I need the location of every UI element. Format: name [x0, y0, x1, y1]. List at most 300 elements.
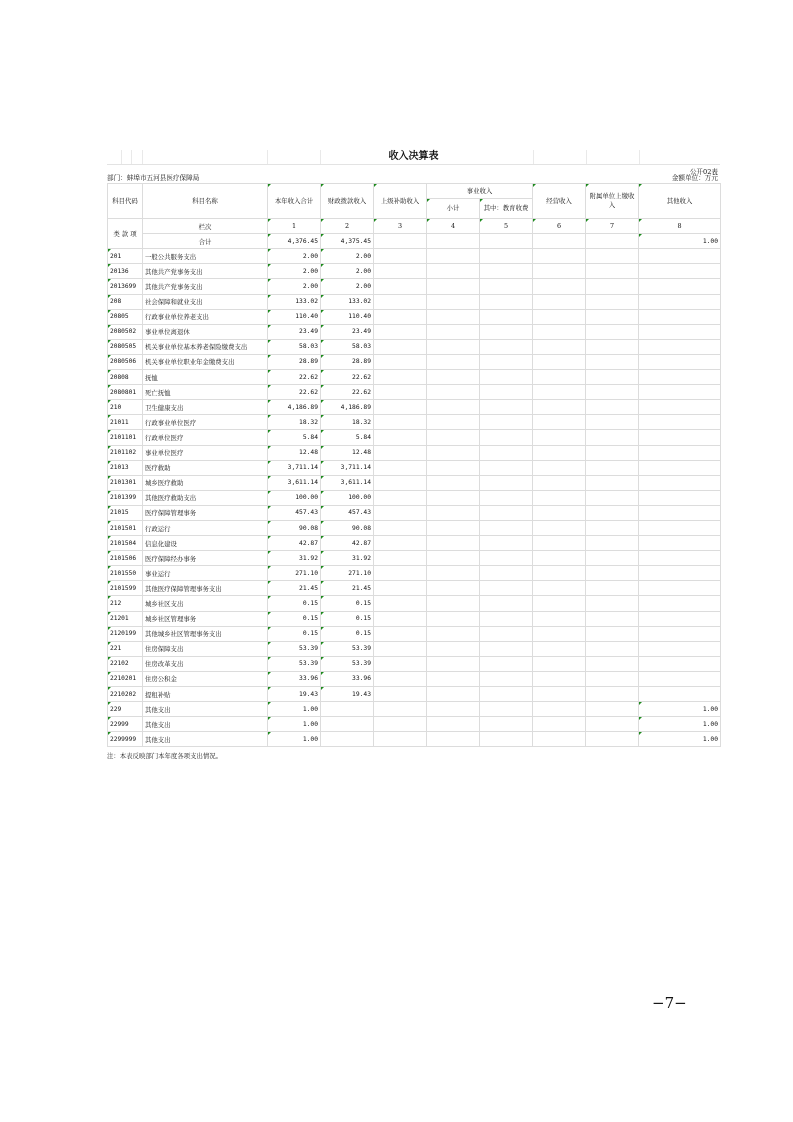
row-business-subtotal [427, 400, 480, 415]
row-name: 行政运行 [143, 520, 268, 535]
row-affiliated [586, 294, 639, 309]
row-name: 其他支出 [143, 732, 268, 747]
table-row [108, 702, 721, 717]
row-operating [533, 490, 586, 505]
row-fiscal: 28.89 [321, 354, 374, 369]
row-name: 一般公共服务支出 [143, 249, 268, 264]
row-superior [374, 279, 427, 294]
row-affiliated [586, 611, 639, 626]
row-total: 133.02 [268, 294, 321, 309]
row-business-subtotal [427, 385, 480, 400]
row-affiliated [586, 505, 639, 520]
row-superior [374, 264, 427, 279]
row-other [639, 641, 721, 656]
row-business-subtotal [427, 626, 480, 641]
row-superior [374, 581, 427, 596]
row-total: 22.62 [268, 370, 321, 385]
row-education [480, 460, 533, 475]
row-name: 机关事业单位基本养老保险缴费支出 [143, 339, 268, 354]
row-business-subtotal [427, 566, 480, 581]
row-affiliated [586, 641, 639, 656]
row-operating [533, 687, 586, 702]
header-subtotal: 小计 [427, 199, 480, 219]
row-education [480, 354, 533, 369]
row-operating [533, 460, 586, 475]
table-row [108, 309, 721, 324]
row-code: 20136 [108, 264, 143, 279]
row-name: 机关事业单位职业年金缴费支出 [143, 354, 268, 369]
table-row [108, 415, 721, 430]
row-name: 卫生健康支出 [143, 400, 268, 415]
row-total: 12.48 [268, 445, 321, 460]
row-total: 100.00 [268, 490, 321, 505]
row-name: 其他支出 [143, 702, 268, 717]
row-name: 城乡社区支出 [143, 596, 268, 611]
table-row [108, 505, 721, 520]
header-lei-kuan-xiang: 类 款 项 [108, 219, 143, 249]
row-other [639, 520, 721, 535]
row-name: 城乡医疗救助 [143, 475, 268, 490]
row-other [639, 249, 721, 264]
row-code: 2101102 [108, 445, 143, 460]
row-fiscal: 2.00 [321, 264, 374, 279]
header-code: 科目代码 [108, 184, 143, 219]
row-fiscal: 3,611.14 [321, 475, 374, 490]
row-education [480, 490, 533, 505]
row-name: 事业运行 [143, 566, 268, 581]
row-affiliated [586, 671, 639, 686]
row-superior [374, 370, 427, 385]
row-operating [533, 717, 586, 732]
row-superior [374, 430, 427, 445]
row-code: 2120199 [108, 626, 143, 641]
row-name: 医疗保障管理事务 [143, 505, 268, 520]
row-business-subtotal [427, 354, 480, 369]
row-education [480, 596, 533, 611]
row-total: 1.00 [268, 732, 321, 747]
row-business-subtotal [427, 430, 480, 445]
row-total: 53.39 [268, 656, 321, 671]
row-education [480, 717, 533, 732]
row-affiliated [586, 687, 639, 702]
row-fiscal: 42.87 [321, 536, 374, 551]
row-total: 90.08 [268, 520, 321, 535]
row-operating [533, 324, 586, 339]
table-row [108, 324, 721, 339]
col-no-2: 2 [321, 219, 374, 234]
table-row [108, 717, 721, 732]
table-row [108, 400, 721, 415]
row-name: 其他支出 [143, 717, 268, 732]
row-code: 2080801 [108, 385, 143, 400]
row-business-subtotal [427, 611, 480, 626]
table-row [108, 641, 721, 656]
row-name: 其他医疗救助支出 [143, 490, 268, 505]
row-total: 5.84 [268, 430, 321, 445]
row-fiscal [321, 702, 374, 717]
table-row [108, 385, 721, 400]
row-name: 死亡抚恤 [143, 385, 268, 400]
row-fiscal: 0.15 [321, 611, 374, 626]
row-code: 2080505 [108, 339, 143, 354]
row-other [639, 656, 721, 671]
row-operating [533, 249, 586, 264]
row-fiscal: 100.00 [321, 490, 374, 505]
row-code: 2080506 [108, 354, 143, 369]
row-business-subtotal [427, 732, 480, 747]
row-other [639, 445, 721, 460]
row-code: 221 [108, 641, 143, 656]
row-name: 其他城乡社区管理事务支出 [143, 626, 268, 641]
row-affiliated [586, 279, 639, 294]
sum-fiscal: 4,375.45 [321, 234, 374, 249]
row-other [639, 430, 721, 445]
row-business-subtotal [427, 490, 480, 505]
row-name: 抚恤 [143, 370, 268, 385]
row-education [480, 641, 533, 656]
col-no-5: 5 [480, 219, 533, 234]
row-education [480, 264, 533, 279]
row-total: 18.32 [268, 415, 321, 430]
row-operating [533, 581, 586, 596]
row-other [639, 385, 721, 400]
row-business-subtotal [427, 702, 480, 717]
row-other [639, 370, 721, 385]
row-code: 212 [108, 596, 143, 611]
row-superior [374, 611, 427, 626]
row-name: 医疗救助 [143, 460, 268, 475]
table-row [108, 626, 721, 641]
row-other [639, 505, 721, 520]
table-row [108, 581, 721, 596]
row-total: 0.15 [268, 611, 321, 626]
row-superior [374, 445, 427, 460]
row-other [639, 490, 721, 505]
row-education [480, 626, 533, 641]
row-total: 1.00 [268, 717, 321, 732]
header-total: 本年收入合计 [268, 184, 321, 219]
row-affiliated [586, 264, 639, 279]
row-education [480, 732, 533, 747]
table-row [108, 475, 721, 490]
row-business-subtotal [427, 279, 480, 294]
table-title-row [107, 150, 720, 165]
table-meta [107, 165, 720, 183]
row-total: 19.43 [268, 687, 321, 702]
row-affiliated [586, 445, 639, 460]
row-fiscal: 33.96 [321, 671, 374, 686]
header-fiscal: 财政拨款收入 [321, 184, 374, 219]
row-business-subtotal [427, 339, 480, 354]
row-operating [533, 475, 586, 490]
row-affiliated [586, 460, 639, 475]
row-fiscal: 90.08 [321, 520, 374, 535]
table-body [108, 249, 721, 747]
row-fiscal: 133.02 [321, 294, 374, 309]
row-other [639, 566, 721, 581]
row-operating [533, 385, 586, 400]
row-affiliated [586, 400, 639, 415]
row-affiliated [586, 520, 639, 535]
row-superior [374, 339, 427, 354]
row-operating [533, 354, 586, 369]
row-education [480, 339, 533, 354]
table-row [108, 520, 721, 535]
row-code: 22102 [108, 656, 143, 671]
row-superior [374, 596, 427, 611]
table-row [108, 732, 721, 747]
row-fiscal [321, 717, 374, 732]
row-affiliated [586, 626, 639, 641]
row-affiliated [586, 656, 639, 671]
row-name: 住房改革支出 [143, 656, 268, 671]
row-fiscal: 457.43 [321, 505, 374, 520]
row-education [480, 475, 533, 490]
row-fiscal: 53.39 [321, 641, 374, 656]
col-no-1: 1 [268, 219, 321, 234]
row-other [639, 551, 721, 566]
row-code: 2299999 [108, 732, 143, 747]
table-row [108, 460, 721, 475]
row-business-subtotal [427, 249, 480, 264]
row-fiscal: 21.45 [321, 581, 374, 596]
col-no-7: 7 [586, 219, 639, 234]
row-operating [533, 626, 586, 641]
header-operating: 经营收入 [533, 184, 586, 219]
row-operating [533, 279, 586, 294]
row-total: 2.00 [268, 249, 321, 264]
row-total: 3,611.14 [268, 475, 321, 490]
header-column-no: 栏次 [143, 219, 268, 234]
row-total: 2.00 [268, 264, 321, 279]
row-superior [374, 415, 427, 430]
row-code: 2101599 [108, 581, 143, 596]
row-code: 210 [108, 400, 143, 415]
row-fiscal: 110.40 [321, 309, 374, 324]
row-superior [374, 385, 427, 400]
row-name: 提租补贴 [143, 687, 268, 702]
row-total: 42.87 [268, 536, 321, 551]
row-affiliated [586, 581, 639, 596]
row-fiscal: 19.43 [321, 687, 374, 702]
row-code: 208 [108, 294, 143, 309]
row-code: 201 [108, 249, 143, 264]
row-code: 21013 [108, 460, 143, 475]
row-other [639, 294, 721, 309]
row-superior [374, 641, 427, 656]
table-note: 注：本表反映部门本年度各项支出情况。 [107, 752, 223, 761]
row-other [639, 626, 721, 641]
row-business-subtotal [427, 656, 480, 671]
row-business-subtotal [427, 309, 480, 324]
row-education [480, 400, 533, 415]
row-affiliated [586, 385, 639, 400]
row-fiscal: 31.92 [321, 551, 374, 566]
row-code: 2101101 [108, 430, 143, 445]
row-operating [533, 611, 586, 626]
header-superior: 上级补助收入 [374, 184, 427, 219]
row-other: 1.00 [639, 732, 721, 747]
row-superior [374, 536, 427, 551]
row-superior [374, 354, 427, 369]
row-business-subtotal [427, 264, 480, 279]
income-table [107, 183, 721, 747]
row-operating [533, 264, 586, 279]
row-code: 21011 [108, 415, 143, 430]
row-total: 22.62 [268, 385, 321, 400]
row-affiliated [586, 490, 639, 505]
table-row [108, 370, 721, 385]
row-affiliated [586, 415, 639, 430]
row-operating [533, 596, 586, 611]
row-code: 21015 [108, 505, 143, 520]
row-business-subtotal [427, 671, 480, 686]
row-name: 其他医疗保障管理事务支出 [143, 581, 268, 596]
row-business-subtotal [427, 520, 480, 535]
row-operating [533, 520, 586, 535]
row-education [480, 324, 533, 339]
row-superior [374, 732, 427, 747]
row-other: 1.00 [639, 717, 721, 732]
page-number: −7− [652, 994, 687, 1012]
row-code: 229 [108, 702, 143, 717]
row-fiscal: 18.32 [321, 415, 374, 430]
row-superior [374, 626, 427, 641]
row-other [639, 415, 721, 430]
row-education [480, 415, 533, 430]
row-superior [374, 687, 427, 702]
row-affiliated [586, 702, 639, 717]
row-other [639, 279, 721, 294]
row-fiscal: 2.00 [321, 249, 374, 264]
row-total: 2.00 [268, 279, 321, 294]
row-other [639, 400, 721, 415]
row-superior [374, 400, 427, 415]
table-row [108, 279, 721, 294]
row-education [480, 702, 533, 717]
row-affiliated [586, 551, 639, 566]
row-fiscal: 4,186.89 [321, 400, 374, 415]
row-code: 2101550 [108, 566, 143, 581]
row-affiliated [586, 354, 639, 369]
table-row [108, 264, 721, 279]
row-other [639, 339, 721, 354]
col-no-8: 8 [639, 219, 721, 234]
row-total: 33.96 [268, 671, 321, 686]
row-fiscal: 53.39 [321, 656, 374, 671]
amount-unit: 金额单位：万元 [671, 174, 718, 182]
row-superior [374, 249, 427, 264]
row-business-subtotal [427, 717, 480, 732]
row-superior [374, 294, 427, 309]
row-total: 28.89 [268, 354, 321, 369]
row-operating [533, 536, 586, 551]
row-education [480, 536, 533, 551]
row-superior [374, 566, 427, 581]
row-superior [374, 505, 427, 520]
row-affiliated [586, 536, 639, 551]
row-superior [374, 460, 427, 475]
row-other [639, 536, 721, 551]
row-code: 2101301 [108, 475, 143, 490]
row-total: 0.15 [268, 596, 321, 611]
row-education [480, 505, 533, 520]
row-business-subtotal [427, 370, 480, 385]
row-operating [533, 415, 586, 430]
row-code: 21201 [108, 611, 143, 626]
col-no-6: 6 [533, 219, 586, 234]
row-fiscal: 3,711.14 [321, 460, 374, 475]
row-affiliated [586, 732, 639, 747]
row-other [639, 264, 721, 279]
row-total: 3,711.14 [268, 460, 321, 475]
row-education [480, 430, 533, 445]
row-total: 21.45 [268, 581, 321, 596]
row-fiscal: 22.62 [321, 370, 374, 385]
row-name: 行政事业单位养老支出 [143, 309, 268, 324]
row-name: 住房公积金 [143, 671, 268, 686]
row-business-subtotal [427, 324, 480, 339]
row-other [639, 309, 721, 324]
row-total: 4,186.89 [268, 400, 321, 415]
row-total: 1.00 [268, 702, 321, 717]
row-name: 城乡社区管理事务 [143, 611, 268, 626]
row-code: 2101504 [108, 536, 143, 551]
row-business-subtotal [427, 551, 480, 566]
row-name: 行政单位医疗 [143, 430, 268, 445]
row-affiliated [586, 566, 639, 581]
col-no-4: 4 [427, 219, 480, 234]
row-other [639, 596, 721, 611]
row-education [480, 370, 533, 385]
row-superior [374, 551, 427, 566]
row-superior [374, 520, 427, 535]
sum-label: 合计 [143, 234, 268, 249]
row-operating [533, 445, 586, 460]
table-row [108, 490, 721, 505]
row-business-subtotal [427, 415, 480, 430]
row-education [480, 551, 533, 566]
row-education [480, 520, 533, 535]
sum-total: 4,376.45 [268, 234, 321, 249]
row-education [480, 445, 533, 460]
row-operating [533, 370, 586, 385]
row-name: 社会保障和就业支出 [143, 294, 268, 309]
department-label: 部门：蚌埠市五河县医疗保障局 [107, 174, 200, 182]
row-operating [533, 309, 586, 324]
row-superior [374, 671, 427, 686]
row-operating [533, 671, 586, 686]
row-other [639, 460, 721, 475]
row-education [480, 249, 533, 264]
table-row [108, 611, 721, 626]
row-business-subtotal [427, 505, 480, 520]
row-other [639, 354, 721, 369]
row-affiliated [586, 475, 639, 490]
row-fiscal: 0.15 [321, 596, 374, 611]
row-superior [374, 656, 427, 671]
row-name: 事业单位离退休 [143, 324, 268, 339]
header-affiliated: 附属单位上缴收入 [586, 184, 639, 219]
row-education [480, 687, 533, 702]
row-code: 2101399 [108, 490, 143, 505]
income-final-accounts-sheet [107, 150, 720, 760]
table-row [108, 656, 721, 671]
row-superior [374, 309, 427, 324]
row-operating [533, 551, 586, 566]
row-fiscal: 0.15 [321, 626, 374, 641]
form-code: 公开02表 [689, 168, 718, 176]
